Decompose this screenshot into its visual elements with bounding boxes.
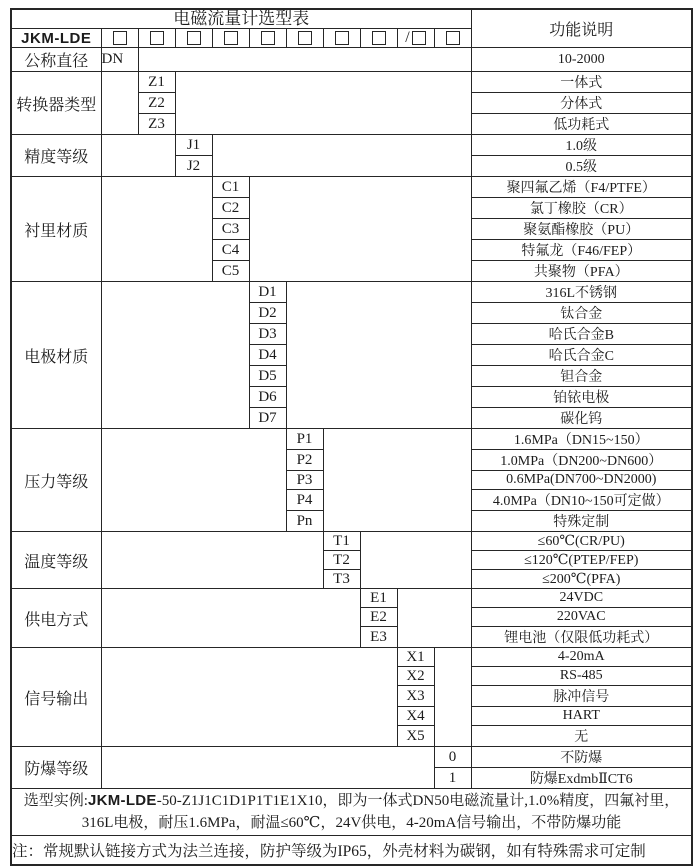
empty-cell [101,532,323,589]
desc-d2: 钛合金 [471,303,692,324]
empty-cell [101,177,212,282]
empty-cell [397,589,471,648]
desc-dn-range: 10-2000 [471,48,692,72]
checkbox[interactable] [224,31,238,45]
checkbox-cell-7 [323,29,360,48]
desc-e1: 24VDC [471,589,692,608]
desc-x2: RS-485 [471,667,692,686]
code-cell-e3: E3 [360,627,397,648]
code-cell-p3: P3 [286,471,323,490]
desc-c4: 特氟龙（F46/FEP） [471,240,692,261]
desc-explosion-0: 不防爆 [471,747,692,768]
code-cell-d4: D4 [249,345,286,366]
selection-table [10,8,693,866]
label-converter-type: 转换器类型 [11,72,101,135]
checkbox[interactable] [372,31,386,45]
desc-x1: 4-20mA [471,648,692,667]
code-cell-t1: T1 [323,532,360,551]
desc-explosion-1: 防爆ExdmbⅡCT6 [471,768,692,789]
code-cell-t2: T2 [323,551,360,570]
desc-t2: ≤120℃(PTEP/FEP) [471,551,692,570]
empty-cell [323,429,471,532]
code-cell-z2: Z2 [138,93,175,114]
desc-j2: 0.5级 [471,156,692,177]
code-cell-j2: J2 [175,156,212,177]
code-cell-c5: C5 [212,261,249,282]
empty-cell [101,747,434,789]
code-cell-d1: D1 [249,282,286,303]
checkbox-cell-9-with-slash [397,29,434,48]
model-code-label: JKM-LDE [11,29,101,48]
empty-cell [286,282,471,429]
code-cell-x4: X4 [397,707,434,726]
empty-cell [101,282,249,429]
empty-cell [212,135,471,177]
code-cell-c1: C1 [212,177,249,198]
empty-cell [101,648,397,747]
empty-cell [101,429,286,532]
desc-d1: 316L不锈钢 [471,282,692,303]
selection-example-line2: 316L电极，耐压1.6MPa，耐温≤60℃，24V供电，4-20mA信号输出，不带防爆功能 [81,815,622,832]
function-column-header: 功能说明 [471,9,692,48]
note-cell [11,836,692,866]
selection-example-line1 [12,790,691,812]
label-nominal-diameter: 公称直径 [11,48,101,72]
code-cell-c3: C3 [212,219,249,240]
desc-p4: 4.0MPa（DN10~150可定做） [471,490,692,511]
code-cell-d5: D5 [249,366,286,387]
desc-j1: 1.0级 [471,135,692,156]
checkbox[interactable] [150,31,164,45]
checkbox-cell-6 [286,29,323,48]
code-cell-e2: E2 [360,608,397,627]
checkbox-cell-1 [101,29,138,48]
checkbox-cell-8 [360,29,397,48]
checkbox-cell-2 [138,29,175,48]
desc-pn: 特殊定制 [471,511,692,532]
code-cell-d7: D7 [249,408,286,429]
checkbox[interactable] [446,31,460,45]
checkbox[interactable] [298,31,312,45]
code-cell-x5: X5 [397,726,434,747]
label-signal-output: 信号输出 [11,648,101,747]
example-code-string: -50-Z1J1C1D1P1T1E1X10，即为一体式DN50电磁流量计,1.0%精度，四氟衬里， [156,793,680,810]
label-accuracy-class: 精度等级 [11,135,101,177]
code-cell-c4: C4 [212,240,249,261]
code-cell-p2: P2 [286,450,323,471]
empty-cell [249,177,471,282]
desc-p2: 1.0MPa（DN200~DN600） [471,450,692,471]
code-cell-pn: Pn [286,511,323,532]
desc-p3: 0.6MPa(DN700~DN2000) [471,471,692,490]
code-cell-e1: E1 [360,589,397,608]
checkbox[interactable] [261,31,275,45]
code-cell-x1: X1 [397,648,434,667]
checkbox-cell-10 [434,29,471,48]
code-cell-d6: D6 [249,387,286,408]
checkbox-cell-5 [249,29,286,48]
label-pressure-class: 压力等级 [11,429,101,532]
empty-cell [360,532,471,589]
code-cell-c2: C2 [212,198,249,219]
label-electrode-material: 电极材质 [11,282,101,429]
example-prefix: 选型实例: [23,793,88,810]
checkbox[interactable] [113,31,127,45]
desc-e2: 220VAC [471,608,692,627]
code-cell-p4: P4 [286,490,323,511]
code-cell-dn: DN [101,48,138,72]
note-text: 注：常规默认链接方式为法兰连接，防护等级为IP65，外壳材料为碳钢，如有特殊需求可定制 [12,843,646,861]
table-title: 电磁流量计选型表 [11,9,471,29]
desc-t1: ≤60℃(CR/PU) [471,532,692,551]
desc-e3: 锂电池（仅限低功耗式） [471,627,692,648]
desc-d6: 铂铱电极 [471,387,692,408]
desc-p1: 1.6MPa（DN15~150） [471,429,692,450]
code-cell-j1: J1 [175,135,212,156]
code-cell-z3: Z3 [138,114,175,135]
code-cell-z1: Z1 [138,72,175,93]
desc-d5: 钽合金 [471,366,692,387]
desc-z1: 一体式 [471,72,692,93]
desc-z2: 分体式 [471,93,692,114]
checkbox-cell-4 [212,29,249,48]
desc-x4: HART [471,707,692,726]
checkbox[interactable] [187,31,201,45]
code-cell-1: 1 [434,768,471,789]
desc-x3: 脉冲信号 [471,686,692,707]
desc-d4: 哈氏合金C [471,345,692,366]
empty-cell [138,48,471,72]
label-power-supply: 供电方式 [11,589,101,648]
desc-t3: ≤200℃(PFA) [471,570,692,589]
empty-cell [101,589,360,648]
desc-c2: 氯丁橡胶（CR） [471,198,692,219]
label-explosion-proof-class: 防爆等级 [11,747,101,789]
code-cell-0: 0 [434,747,471,768]
desc-d3: 哈氏合金B [471,324,692,345]
empty-cell [175,72,471,135]
code-cell-d3: D3 [249,324,286,345]
desc-x5: 无 [471,726,692,747]
label-temperature-class: 温度等级 [11,532,101,589]
selection-example-cell [11,789,692,836]
slash-separator: / [405,29,410,47]
code-cell-x3: X3 [397,686,434,707]
empty-cell [101,135,175,177]
desc-c1: 聚四氟乙烯（F4/PTFE） [471,177,692,198]
empty-cell [101,72,138,135]
desc-z3: 低功耗式 [471,114,692,135]
code-cell-p1: P1 [286,429,323,450]
code-cell-d2: D2 [249,303,286,324]
desc-d7: 碳化钨 [471,408,692,429]
example-model-code: JKM-LDE [87,792,157,810]
code-cell-x2: X2 [397,667,434,686]
label-liner-material: 衬里材质 [11,177,101,282]
code-cell-t3: T3 [323,570,360,589]
checkbox[interactable] [335,31,349,45]
empty-cell [434,648,471,747]
checkbox[interactable] [412,31,426,45]
desc-c5: 共聚物（PFA） [471,261,692,282]
checkbox-cell-3 [175,29,212,48]
desc-c3: 聚氨酯橡胶（PU） [471,219,692,240]
